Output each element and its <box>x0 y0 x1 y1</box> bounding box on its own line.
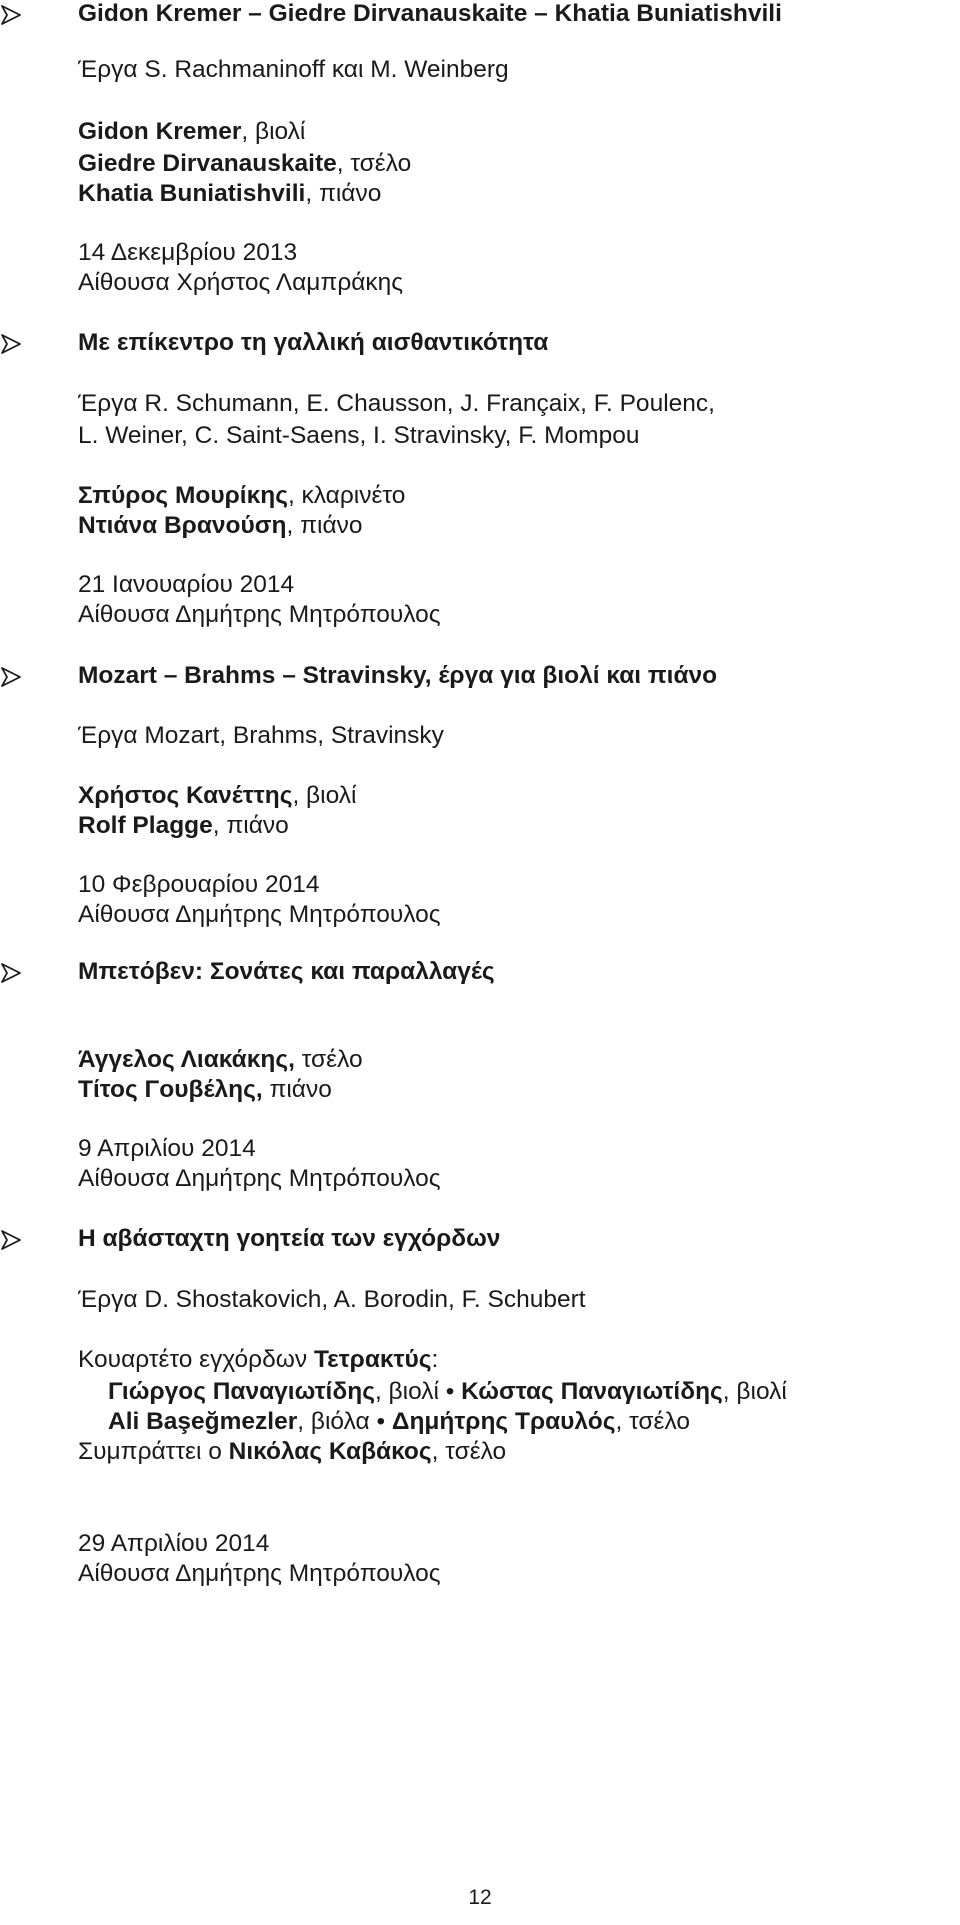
performer-name: Σπύρος Μουρίκης <box>78 482 288 509</box>
concert-venue: Αίθουσα Δημήτρης Μητρόπουλος <box>78 1165 441 1192</box>
performer-role: , βιολί <box>292 782 357 809</box>
performer-role: τσέλο <box>294 1046 363 1073</box>
concert-title: Μπετόβεν: Σονάτες και παραλλαγές <box>78 958 495 985</box>
concert-venue: Αίθουσα Δημήτρης Μητρόπουλος <box>78 601 441 628</box>
concert-works: Έργα D. Shostakovich, A. Borodin, F. Schubert <box>78 1286 586 1313</box>
performer-role: , πιάνο <box>305 180 382 207</box>
concert-works-line: L. Weiner, C. Saint-Saens, I. Stravinsky, F. Mompou <box>78 422 640 449</box>
page-number: 12 <box>468 1886 492 1909</box>
performer-line <box>78 1048 363 1073</box>
quartet-name: Τετρακτύς <box>313 1346 432 1373</box>
quartet-prefix: Κουαρτέτο εγχόρδων <box>78 1346 314 1373</box>
arrow-bullet-icon <box>0 1229 22 1251</box>
performer-role: , βιολί <box>374 1378 439 1405</box>
performer-name: Ντιάνα Βρανούση <box>78 512 287 539</box>
concert-works: Έργα Mozart, Brahms, Stravinsky <box>78 722 444 749</box>
performer-role: , βιόλα <box>297 1408 370 1435</box>
concert-title: Mozart – Brahms – Stravinsky, έργα για βιολί και πιάνο <box>78 662 718 689</box>
quartet-members-row <box>108 1380 787 1405</box>
performer-role: , κλαρινέτο <box>287 482 406 509</box>
concert-date: 21 Ιανουαρίου 2014 <box>78 571 295 598</box>
performer-name: Τίτος Γουβέλης, <box>78 1076 263 1103</box>
performer-name: Giedre Dirvanauskaite <box>78 150 337 177</box>
performer-name: Δημήτρης Τραυλός <box>391 1408 616 1435</box>
quartet-members-row <box>108 1410 690 1435</box>
concert-title: Η αβάσταχτη γοητεία των εγχόρδων <box>78 1225 501 1252</box>
concert-date: 29 Απριλίου 2014 <box>78 1530 270 1557</box>
performer-role: , βιολί <box>722 1378 787 1405</box>
performer-line <box>78 1078 332 1103</box>
guest-role: , τσέλο <box>431 1438 507 1465</box>
concert-date: 10 Φεβρουαρίου 2014 <box>78 871 320 898</box>
bullet-separator: • <box>438 1378 462 1405</box>
performer-role: , πιάνο <box>212 812 289 839</box>
arrow-bullet-icon <box>0 333 22 355</box>
guest-name: Νικόλας Καβάκος <box>228 1438 432 1465</box>
performer-name: Gidon Kremer <box>78 118 242 145</box>
performer-name: Rolf Plagge <box>78 812 213 839</box>
concert-title: Gidon Kremer – Giedre Dirvanauskaite – Khatia Buniatishvili <box>78 0 782 27</box>
quartet-suffix: : <box>431 1346 439 1373</box>
performer-name: Κώστας Παναγιωτίδης <box>461 1378 723 1405</box>
performer-role: , βιολί <box>241 118 306 145</box>
arrow-bullet-icon <box>0 4 22 26</box>
performer-line <box>78 182 381 207</box>
arrow-bullet-icon <box>0 962 22 984</box>
performer-role: , πιάνο <box>286 512 363 539</box>
guest-prefix: Συμπράττει ο <box>78 1438 229 1465</box>
guest-line <box>78 1440 506 1465</box>
performer-role: , τσέλο <box>336 150 412 177</box>
performer-name: Χρήστος Κανέττης <box>78 782 293 809</box>
arrow-bullet-icon <box>0 666 22 688</box>
performer-name: Khatia Buniatishvili <box>78 180 306 207</box>
concert-venue: Αίθουσα Χρήστος Λαμπράκης <box>78 269 404 296</box>
performer-line <box>78 484 405 509</box>
performer-name: Γιώργος Παναγιωτίδης <box>108 1378 375 1405</box>
performer-role: πιάνο <box>262 1076 332 1103</box>
performer-name: Ali Başeğmezler <box>108 1408 298 1435</box>
concert-venue: Αίθουσα Δημήτρης Μητρόπουλος <box>78 1560 441 1587</box>
quartet-line <box>78 1348 438 1373</box>
concert-date: 14 Δεκεμβρίου 2013 <box>78 239 298 266</box>
concert-date: 9 Απριλίου 2014 <box>78 1135 256 1162</box>
performer-name: Άγγελος Λιακάκης, <box>78 1046 295 1073</box>
performer-line <box>78 814 289 839</box>
concert-title: Με επίκεντρο τη γαλλική αισθαντικότητα <box>78 329 549 356</box>
performer-line <box>78 514 363 539</box>
concert-works-line: Έργα R. Schumann, E. Chausson, J. Françaix, F. Poulenc, <box>78 390 715 417</box>
concert-venue: Αίθουσα Δημήτρης Μητρόπουλος <box>78 901 441 928</box>
performer-line <box>78 784 356 809</box>
concert-works: Έργα S. Rachmaninoff και M. Weinberg <box>78 56 509 83</box>
performer-line <box>78 120 305 145</box>
performer-role: , τσέλο <box>615 1408 690 1435</box>
performer-line <box>78 152 411 177</box>
bullet-separator: • <box>369 1408 392 1435</box>
